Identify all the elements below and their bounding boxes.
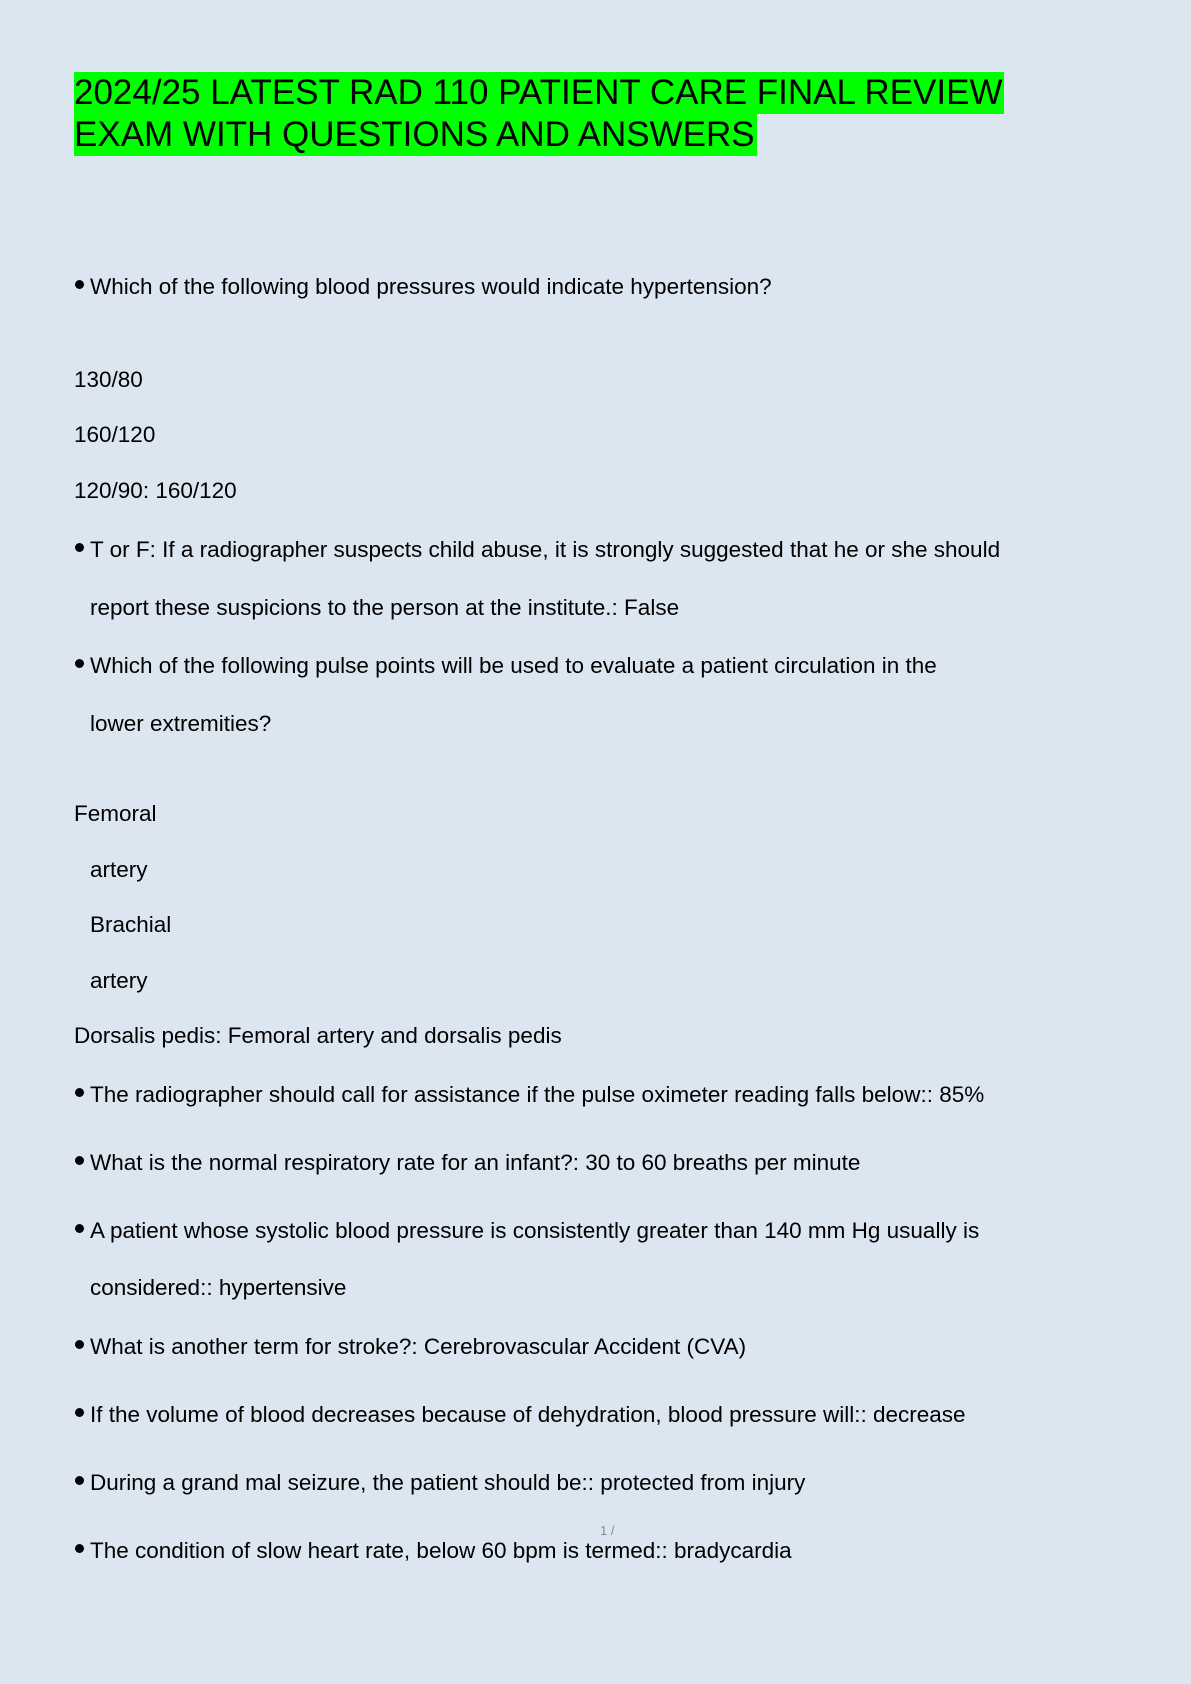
question-text: The radiographer should call for assistance if the pulse oximeter reading falls below:: 85% <box>90 1082 985 1107</box>
bullet-icon <box>75 659 84 668</box>
bullet-icon <box>75 1408 84 1417</box>
bullet-icon <box>75 1340 84 1349</box>
bullet-icon <box>75 1544 84 1553</box>
question-text: A patient whose systolic blood pressure is consistently greater than 140 mm Hg usually is <box>90 1218 980 1243</box>
question-text: What is another term for stroke?: Cerebrovascular Accident (CVA) <box>90 1334 747 1359</box>
answer-option: 130/80 <box>74 367 143 392</box>
answer-option: artery <box>90 968 148 993</box>
title-line-2: EXAM WITH QUESTIONS AND ANSWERS <box>74 115 755 154</box>
question-text: If the volume of blood decreases because of dehydration, blood pressure will:: decrease <box>90 1402 966 1427</box>
question-text: T or F: If a radiographer suspects child abuse, it is strongly suggested that he or she should <box>90 537 1001 562</box>
answer-option: Femoral <box>74 801 157 826</box>
question-text: report these suspicions to the person at the institute.: False <box>90 595 680 620</box>
bullet-icon <box>75 1224 84 1233</box>
question-text: Which of the following pulse points will be used to evaluate a patient circulation in the <box>90 653 937 678</box>
page-number: 1 / <box>600 1523 615 1538</box>
answer-option: Dorsalis pedis: Femoral artery and dorsalis pedis <box>74 1023 562 1048</box>
answer-option: 120/90: 160/120 <box>74 478 237 503</box>
question-text: lower extremities? <box>90 711 272 736</box>
bullet-icon <box>75 1156 84 1165</box>
answer-option: artery <box>90 857 148 882</box>
answer-option: Brachial <box>90 912 172 937</box>
question-text: During a grand mal seizure, the patient should be:: protected from injury <box>90 1470 806 1495</box>
question-text: The condition of slow heart rate, below 60 bpm is termed:: bradycardia <box>90 1538 792 1563</box>
title-line-1: 2024/25 LATEST RAD 110 PATIENT CARE FINAL REVIEW <box>74 73 1003 112</box>
question-text: What is the normal respiratory rate for an infant?: 30 to 60 breaths per minute <box>90 1150 861 1175</box>
bullet-icon <box>75 543 84 552</box>
question-text: Which of the following blood pressures would indicate hypertension? <box>90 274 772 299</box>
document-title <box>74 72 1004 156</box>
question-text: considered:: hypertensive <box>90 1275 347 1300</box>
bullet-icon <box>75 1088 84 1097</box>
answer-option: 160/120 <box>74 422 156 447</box>
bullet-icon <box>75 1476 84 1485</box>
bullet-icon <box>75 280 84 289</box>
